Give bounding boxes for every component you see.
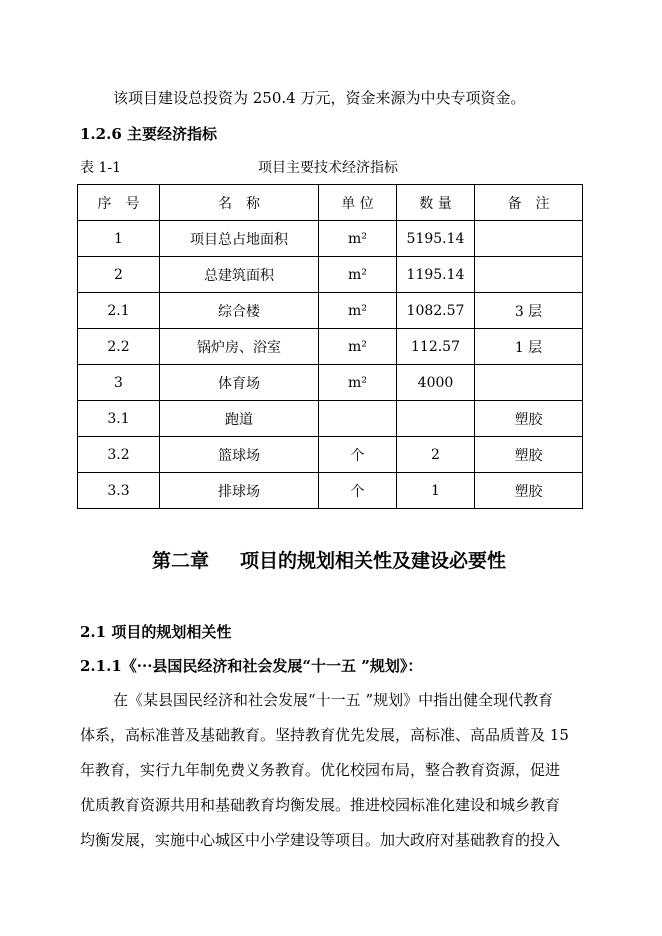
body-line: 优质教育资源共用和基础教育均衡发展。推进校园标准化建设和城乡教育 (80, 796, 561, 814)
table-cell: 塑胶 (475, 401, 583, 437)
table-cell: 跑道 (160, 401, 319, 437)
table-cell (475, 365, 583, 401)
section-heading-2-1: 2.1 项目的规划相关性 (80, 623, 232, 641)
table-cell: 4000 (397, 365, 475, 401)
table-caption: 项目主要技术经济指标 (258, 160, 398, 176)
table-row (78, 257, 583, 293)
table-cell: 个 (319, 473, 397, 509)
table-cell: 3.3 (78, 473, 160, 509)
table-cell: 锅炉房、浴室 (160, 329, 319, 365)
table-cell: 个 (319, 437, 397, 473)
table-cell: 3.1 (78, 401, 160, 437)
table-cell: 3.2 (78, 437, 160, 473)
table-cell: 1195.14 (397, 257, 475, 293)
body-line: 体系，高标准普及基础教育。坚持教育优先发展，高标准、高品质普及 15 (80, 726, 569, 744)
table-cell (319, 401, 397, 437)
table-row (78, 329, 583, 365)
table-cell: 塑胶 (475, 473, 583, 509)
header-cell: 数 量 (397, 185, 475, 221)
chapter-title: 项目的规划相关性及建设必要性 (240, 550, 507, 572)
table-cell: 2.1 (78, 293, 160, 329)
table-cell (475, 257, 583, 293)
table-cell: 总建筑面积 (160, 257, 319, 293)
table-cell: 排球场 (160, 473, 319, 509)
table-cell: m² (319, 257, 397, 293)
economic-indicators-table (77, 184, 583, 509)
table-cell: 综合楼 (160, 293, 319, 329)
table-cell: 2.2 (78, 329, 160, 365)
table-cell: 112.57 (397, 329, 475, 365)
table-row (78, 293, 583, 329)
header-cell: 名 称 (160, 185, 319, 221)
header-cell: 单 位 (319, 185, 397, 221)
header-cell: 备 注 (475, 185, 583, 221)
table-row (78, 437, 583, 473)
header-cell: 序 号 (78, 185, 160, 221)
table-cell: m² (319, 293, 397, 329)
table-cell: 1 层 (475, 329, 583, 365)
section-heading-1-2-6: 1.2.6 主要经济指标 (80, 125, 217, 143)
table-cell: 2 (78, 257, 160, 293)
table-row (78, 221, 583, 257)
table-header-row (78, 185, 583, 221)
table-cell (475, 221, 583, 257)
table-cell: 2 (397, 437, 475, 473)
table-row (78, 473, 583, 509)
table-row (78, 401, 583, 437)
table-number: 表 1-1 (80, 160, 121, 176)
table-cell: 3 层 (475, 293, 583, 329)
investment-paragraph: 该项目建设总投资为 250.4 万元，资金来源为中央专项资金。 (113, 89, 526, 107)
table-row (78, 365, 583, 401)
chapter-number: 第二章 (152, 550, 210, 572)
table-cell: 1 (78, 221, 160, 257)
table-cell: 塑胶 (475, 437, 583, 473)
table-cell: 1082.57 (397, 293, 475, 329)
table-cell: 1 (397, 473, 475, 509)
body-line: 在《某县国民经济和社会发展“十一五 ”规划》中指出健全现代教育 (113, 691, 554, 709)
table-cell: m² (319, 221, 397, 257)
table-cell (397, 401, 475, 437)
table-cell: 项目总占地面积 (160, 221, 319, 257)
table-cell: 体育场 (160, 365, 319, 401)
table-cell: m² (319, 329, 397, 365)
table-cell: 3 (78, 365, 160, 401)
table-cell: 篮球场 (160, 437, 319, 473)
section-heading-2-1-1: 2.1.1《···县国民经济和社会发展“十一五 ”规划》： (80, 657, 423, 675)
body-line: 均衡发展，实施中心城区中小学建设等项目。加大政府对基础教育的投入 (80, 831, 561, 849)
table-cell: m² (319, 365, 397, 401)
body-line: 年教育，实行九年制免费义务教育。优化校园布局，整合教育资源，促进 (80, 761, 561, 779)
table-cell: 5195.14 (397, 221, 475, 257)
